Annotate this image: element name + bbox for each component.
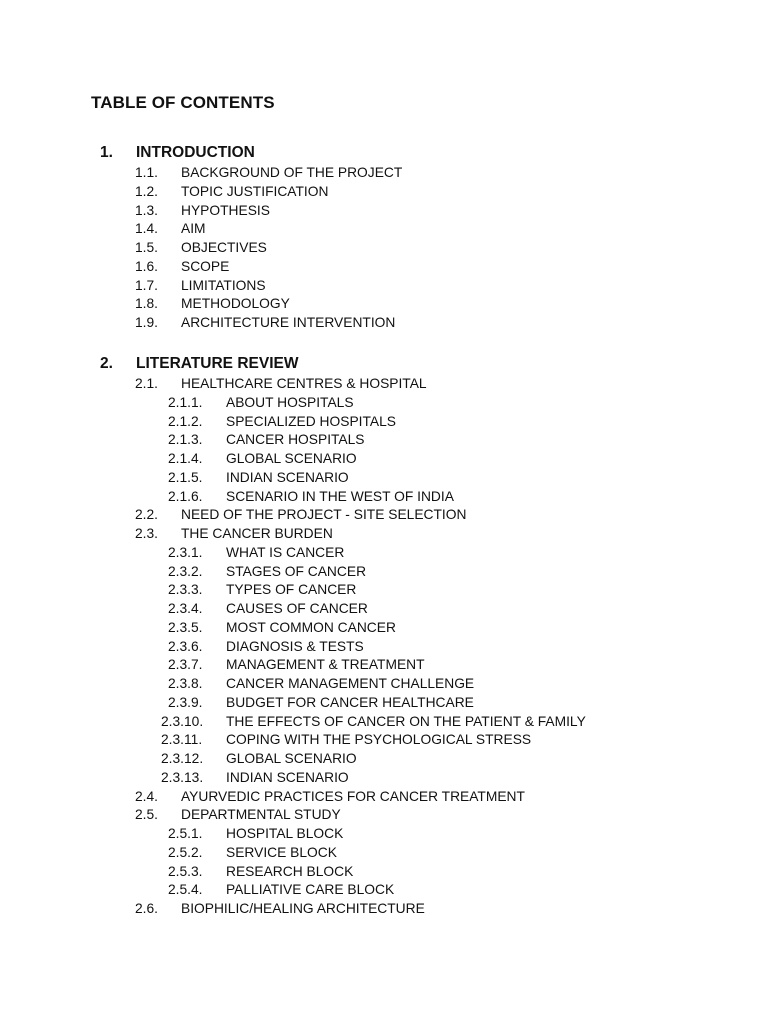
toc-entry	[0, 656, 768, 675]
toc-entry-number: 1.1.	[135, 165, 159, 180]
toc-entry-text: BACKGROUND OF THE PROJECT	[181, 165, 403, 180]
toc-entry-number: 2.3.10.	[161, 713, 204, 729]
toc-entry-text: HOSPITAL BLOCK	[226, 826, 344, 841]
toc-entry-text: ARCHITECTURE INTERVENTION	[181, 315, 396, 330]
toc-entry	[0, 863, 768, 882]
toc-entry-number: 1.6.	[135, 258, 159, 274]
toc-entry-number: 2.3.3.	[168, 582, 203, 598]
toc-entry-text: THE CANCER BURDEN	[181, 526, 333, 541]
toc-entry-number: 2.3.9.	[168, 694, 203, 710]
toc-entry-number: 1.7.	[135, 277, 159, 293]
toc-entry-text: SCOPE	[181, 258, 230, 274]
toc-entry	[0, 769, 768, 788]
toc-entry-number: 2.3.2.	[168, 563, 203, 579]
toc-entry	[0, 202, 768, 221]
toc-entry	[0, 394, 768, 413]
toc-entry-text: BIOPHILIC/HEALING ARCHITECTURE	[181, 901, 425, 916]
toc-entry	[0, 563, 768, 582]
toc-entry	[0, 750, 768, 769]
toc-entry	[0, 675, 768, 694]
toc-entry-text: TYPES OF CANCER	[226, 582, 357, 598]
toc-entry-text: AYURVEDIC PRACTICES FOR CANCER TREATMENT	[181, 788, 525, 804]
toc-entry	[0, 900, 768, 919]
toc-entry-number: 2.5.4.	[168, 882, 203, 898]
toc-entry	[0, 183, 768, 202]
toc-entry-number: 2.5.2.	[168, 844, 203, 860]
toc-entry-text: PALLIATIVE CARE BLOCK	[226, 882, 395, 898]
toc-entry-text: INDIAN SCENARIO	[226, 469, 349, 485]
toc-entry-text: SERVICE BLOCK	[226, 844, 337, 860]
toc-entry-text: OBJECTIVES	[181, 240, 267, 255]
toc-entry-number: 1.3.	[135, 202, 159, 218]
toc-entry-text: WHAT IS CANCER	[226, 544, 345, 560]
toc-entry-text: DIAGNOSIS & TESTS	[226, 638, 364, 654]
toc-entry-number: 2.2.	[135, 507, 159, 523]
toc-entry	[0, 806, 768, 825]
toc-entry-number: 1.4.	[135, 221, 159, 237]
toc-entry-number: 1.8.	[135, 296, 159, 312]
toc-entry-text: GLOBAL SCENARIO	[226, 751, 357, 766]
toc-entry-text: SPECIALIZED HOSPITALS	[226, 413, 396, 429]
toc-entry	[0, 220, 768, 239]
toc-entry-text: MANAGEMENT & TREATMENT	[226, 657, 425, 673]
toc-entry-text: CAUSES OF CANCER	[226, 601, 368, 616]
toc-entry-number: 1.9.	[135, 315, 159, 330]
toc-entry-number: 2.5.3.	[168, 863, 203, 879]
toc-entry	[0, 844, 768, 863]
toc-entry-number: 2.3.11.	[161, 732, 203, 748]
toc-entry	[0, 375, 768, 394]
toc-entry	[0, 239, 768, 258]
toc-entry	[0, 694, 768, 713]
toc-entry	[0, 506, 768, 525]
toc-entry-text: INDIAN SCENARIO	[226, 769, 349, 785]
toc-entry-number: 2.3.8.	[168, 676, 203, 691]
toc-entry	[0, 619, 768, 638]
toc-entry-text: SCENARIO IN THE WEST OF INDIA	[226, 488, 454, 504]
toc-entry	[0, 788, 768, 807]
toc-entry-number: 2.3.12.	[161, 751, 204, 766]
toc-entry	[0, 731, 768, 750]
toc-entry-number: 1.5.	[135, 240, 159, 255]
toc-entry-text: HEALTHCARE CENTRES & HOSPITAL	[181, 376, 427, 391]
toc-entry-text: AIM	[181, 221, 206, 237]
toc-entry	[0, 713, 768, 732]
page-title: TABLE OF CONTENTS	[91, 93, 275, 112]
toc-entry	[0, 544, 768, 563]
toc-entry	[0, 295, 768, 314]
toc-entry	[0, 488, 768, 507]
toc-entry-number: 2.6.	[135, 901, 159, 916]
toc-entry-text: NEED OF THE PROJECT - SITE SELECTION	[181, 507, 467, 523]
toc-entry	[0, 258, 768, 277]
section-title: LITERATURE REVIEW	[136, 355, 299, 372]
toc-entry-number: 2.3.13.	[161, 769, 204, 785]
toc-entry-text: HYPOTHESIS	[181, 202, 270, 218]
toc-entry	[0, 525, 768, 544]
toc-entry	[0, 164, 768, 183]
toc-entry-text: MOST COMMON CANCER	[226, 619, 396, 635]
toc-entry-text: LIMITATIONS	[181, 277, 266, 293]
toc-entry-number: 2.1.	[135, 376, 159, 391]
toc-entry	[0, 638, 768, 657]
toc-entry-text: METHODOLOGY	[181, 296, 290, 312]
section-number: 1.	[100, 144, 113, 161]
toc-entry	[0, 581, 768, 600]
toc-entry-number: 2.1.4.	[168, 451, 203, 466]
toc-entry-number: 2.4.	[135, 788, 159, 804]
toc-entry-number: 2.1.3.	[168, 432, 203, 448]
toc-entry	[0, 600, 768, 619]
toc-entry-number: 2.3.	[135, 526, 159, 541]
toc-entry-number: 2.3.4.	[168, 601, 203, 616]
toc-entry-text: COPING WITH THE PSYCHOLOGICAL STRESS	[226, 732, 532, 748]
section-entries	[0, 164, 768, 333]
toc-entry-number: 2.5.	[135, 807, 159, 823]
toc-entry-number: 2.1.5.	[168, 469, 203, 485]
toc-entry	[0, 825, 768, 844]
toc-entry	[0, 450, 768, 469]
toc-entry-text: TOPIC JUSTIFICATION	[181, 183, 329, 199]
toc-entry-number: 2.3.7.	[168, 657, 203, 673]
toc-entry	[0, 469, 768, 488]
toc-entry-number: 2.1.2.	[168, 413, 203, 429]
toc-entry	[0, 314, 768, 333]
toc-entry-text: STAGES OF CANCER	[226, 563, 367, 579]
toc-entry	[0, 277, 768, 296]
section-title: INTRODUCTION	[136, 144, 255, 161]
toc-entry-text: CANCER HOSPITALS	[226, 432, 365, 448]
toc-entry-number: 2.3.1.	[168, 544, 203, 560]
toc-entry	[0, 431, 768, 450]
toc-entry-number: 1.2.	[135, 183, 159, 199]
section-entries	[0, 375, 768, 919]
toc-entry-number: 2.3.6.	[168, 638, 203, 654]
toc-entry-number: 2.1.6.	[168, 488, 203, 504]
toc-entry-text: ABOUT HOSPITALS	[226, 394, 354, 410]
section-number: 2.	[100, 355, 113, 372]
toc-entry-number: 2.1.1.	[168, 394, 203, 410]
toc-entry-text: BUDGET FOR CANCER HEALTHCARE	[226, 694, 474, 710]
toc-entry-text: THE EFFECTS OF CANCER ON THE PATIENT & FAMILY	[226, 713, 586, 729]
toc-entry-text: GLOBAL SCENARIO	[226, 451, 357, 466]
toc-entry-text: DEPARTMENTAL STUDY	[181, 807, 341, 823]
toc-entry-text: CANCER MANAGEMENT CHALLENGE	[226, 676, 475, 691]
toc-entry-number: 2.5.1.	[168, 826, 203, 841]
toc-entry-number: 2.3.5.	[168, 619, 203, 635]
toc-entry	[0, 881, 768, 900]
toc-entry-text: RESEARCH BLOCK	[226, 863, 354, 879]
toc-entry	[0, 413, 768, 432]
